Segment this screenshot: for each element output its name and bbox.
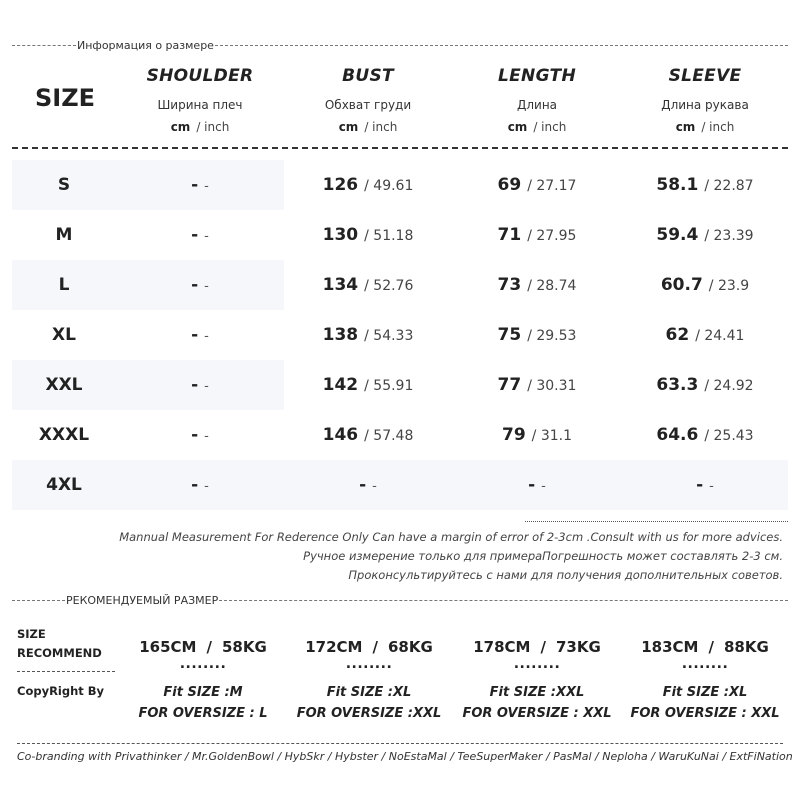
table-cell <box>452 410 622 460</box>
sleeve-column-header <box>620 66 790 134</box>
cell-inch-value: / 25.43 <box>704 428 754 444</box>
table-cell <box>115 310 285 360</box>
table-cell <box>115 260 285 310</box>
cell-cm-value: 59.4 <box>656 225 699 245</box>
cell-cm-value: 71 <box>497 225 522 245</box>
recommend-dots: ........ <box>513 656 561 672</box>
cell-cm-value: 63.3 <box>656 375 699 395</box>
cell-cm-value: 79 <box>501 425 526 445</box>
bust-column-header <box>283 66 453 134</box>
cell-inch-value: - <box>204 279 209 294</box>
cell-inch-value: / 54.33 <box>364 328 414 344</box>
cell-inch-value: - <box>372 479 377 494</box>
length-units <box>452 120 622 134</box>
size-column-header: SIZE <box>35 84 96 112</box>
height-weight: 165CM / 58KG <box>139 638 267 656</box>
table-cell <box>452 460 622 510</box>
header-divider <box>12 147 788 149</box>
table-cell <box>115 210 285 260</box>
cell-inch-value: - <box>204 379 209 394</box>
cell-inch-value: / 23.9 <box>708 278 750 294</box>
fit-size: Fit SIZE :M <box>163 685 243 700</box>
recommend-height: 172CM <box>305 638 363 656</box>
cell-inch-value: / 28.74 <box>527 278 577 294</box>
cell-cm-value: - <box>191 225 199 245</box>
table-cell <box>115 460 285 510</box>
unit-inch: / inch <box>533 120 567 134</box>
cell-cm-value: 146 <box>322 425 359 445</box>
fit-size: Fit SIZE :XL <box>662 685 748 700</box>
table-row <box>0 410 800 460</box>
cell-inch-value: - <box>541 479 546 494</box>
recommend-section-header <box>12 593 788 607</box>
cell-cm-value: - <box>191 325 199 345</box>
row-size-label: XXL <box>45 375 83 395</box>
cell-cm-value: - <box>359 475 367 495</box>
cell-inch-value: / 57.48 <box>364 428 414 444</box>
note-ru-2: Проконсультируйтесь с нами для получения дополнительных советов. <box>348 568 783 582</box>
table-row <box>0 310 800 360</box>
row-size-label: S <box>57 175 71 195</box>
height-weight: 183CM / 88KG <box>641 638 769 656</box>
cell-cm-value: 73 <box>497 275 522 295</box>
cell-inch-value: / 23.39 <box>704 228 754 244</box>
table-cell <box>283 160 453 210</box>
unit-inch: / inch <box>196 120 230 134</box>
note-ru-1: Ручное измерение только для примераПогрешность может составлять 2-3 см. <box>303 549 783 563</box>
cobranding-text: Co-branding with Privathinker / Mr.GoldenBowl / HybSkr / Hybster / NoEstaMal / TeeSuperMaker / PasMal / Neploha / WaruKuNai / ExtFiNation <box>17 750 793 763</box>
table-cell <box>620 260 790 310</box>
unit-cm: cm <box>170 120 191 134</box>
info-section-title: Информация о размере <box>77 38 214 52</box>
length-header-ru: Длина <box>516 98 558 112</box>
cell-cm-value: 126 <box>322 175 359 195</box>
recommend-section-title: РЕКОМЕНДУЕМЫЙ РАЗМЕР <box>66 593 219 607</box>
cell-inch-value: - <box>204 479 209 494</box>
length-column-header <box>452 66 622 134</box>
oversize-size: FOR OVERSIZE : XXL <box>630 706 780 721</box>
length-header-en: LENGTH <box>498 66 576 86</box>
cell-cm-value: - <box>191 275 199 295</box>
shoulder-column-header <box>115 66 285 134</box>
height-weight: 172CM / 68KG <box>305 638 433 656</box>
table-cell <box>115 160 285 210</box>
table-cell <box>620 160 790 210</box>
table-row <box>0 160 800 210</box>
table-cell <box>283 310 453 360</box>
info-section-header <box>12 38 788 52</box>
cell-inch-value: / 49.61 <box>364 178 414 194</box>
recommend-dots: ........ <box>179 656 227 672</box>
cell-cm-value: 142 <box>322 375 359 395</box>
recommend-weight: 88KG <box>723 638 769 656</box>
cell-inch-value: / 24.92 <box>704 378 754 394</box>
row-size-label: M <box>55 225 73 245</box>
row-size-label: XL <box>52 325 76 345</box>
table-cell <box>283 360 453 410</box>
table-cell <box>452 360 622 410</box>
unit-cm: cm <box>675 120 696 134</box>
cell-cm-value: 60.7 <box>660 275 703 295</box>
recommend-weight: 58KG <box>221 638 267 656</box>
table-cell <box>620 310 790 360</box>
row-size-label: XXXL <box>38 425 90 445</box>
table-cell <box>283 410 453 460</box>
table-row <box>0 210 800 260</box>
table-cell <box>620 360 790 410</box>
cell-cm-value: 58.1 <box>656 175 699 195</box>
cell-inch-value: / 29.53 <box>527 328 577 344</box>
recommend-weight: 68KG <box>387 638 433 656</box>
cell-inch-value: / 31.1 <box>531 428 572 444</box>
cell-inch-value: - <box>204 179 209 194</box>
table-cell <box>283 460 453 510</box>
unit-inch: / inch <box>701 120 735 134</box>
table-cell <box>452 260 622 310</box>
sleeve-header-en: SLEEVE <box>668 66 742 86</box>
cell-cm-value: 138 <box>322 325 359 345</box>
table-cell <box>115 360 285 410</box>
cell-cm-value: - <box>191 425 199 445</box>
recommend-height: 165CM <box>139 638 197 656</box>
cell-cm-value: - <box>191 475 199 495</box>
unit-cm: cm <box>507 120 528 134</box>
cell-inch-value: / 27.95 <box>527 228 577 244</box>
unit-inch: / inch <box>364 120 398 134</box>
oversize-size: FOR OVERSIZE : XXL <box>462 706 612 721</box>
size-recommend-label-2: RECOMMEND <box>17 646 102 660</box>
sleeve-units <box>620 120 790 134</box>
oversize-size: FOR OVERSIZE :XXL <box>296 706 442 721</box>
cell-cm-value: - <box>191 175 199 195</box>
table-cell <box>620 210 790 260</box>
sleeve-header-ru: Длина рукава <box>661 98 749 112</box>
cell-cm-value: 130 <box>322 225 359 245</box>
note-en: Mannual Measurement For Rederence Only Can have a margin of error of 2-3cm .Consult with us for more advices. <box>119 530 783 544</box>
cell-inch-value: / 27.17 <box>527 178 577 194</box>
cobrand-divider <box>17 743 783 744</box>
cell-cm-value: - <box>528 475 536 495</box>
table-cell <box>452 160 622 210</box>
table-row <box>0 360 800 410</box>
bust-header-ru: Обхват груди <box>324 98 412 112</box>
cell-cm-value: 64.6 <box>656 425 699 445</box>
table-cell <box>283 210 453 260</box>
oversize-size: FOR OVERSIZE : L <box>138 706 268 721</box>
cell-cm-value: 75 <box>497 325 522 345</box>
recommend-height: 178CM <box>473 638 531 656</box>
table-cell <box>452 210 622 260</box>
row-size-label: 4XL <box>46 475 82 495</box>
cell-inch-value: - <box>204 329 209 344</box>
shoulder-header-en: SHOULDER <box>146 66 254 86</box>
unit-cm: cm <box>338 120 359 134</box>
size-recommend-label-1: SIZE <box>17 627 46 641</box>
table-row <box>0 460 800 510</box>
cell-cm-value: - <box>191 375 199 395</box>
cell-inch-value: / 51.18 <box>364 228 414 244</box>
cell-inch-value: / 30.31 <box>527 378 577 394</box>
table-cell <box>115 410 285 460</box>
cell-cm-value: - <box>696 475 704 495</box>
shoulder-header-ru: Ширина плеч <box>157 98 243 112</box>
shoulder-units <box>115 120 285 134</box>
table-cell <box>620 460 790 510</box>
table-cell <box>452 310 622 360</box>
table-row <box>0 260 800 310</box>
cell-inch-value: / 24.41 <box>695 328 745 344</box>
cell-cm-value: 77 <box>497 375 522 395</box>
cell-cm-value: 62 <box>665 325 690 345</box>
bust-header-en: BUST <box>342 66 394 86</box>
cell-inch-value: - <box>204 229 209 244</box>
recommend-height: 183CM <box>641 638 699 656</box>
cell-inch-value: / 22.87 <box>704 178 754 194</box>
notes-divider <box>525 521 788 522</box>
cell-inch-value: - <box>204 429 209 444</box>
height-weight: 178CM / 73KG <box>473 638 601 656</box>
recommend-weight: 73KG <box>555 638 601 656</box>
cell-cm-value: 69 <box>497 175 522 195</box>
table-cell <box>283 260 453 310</box>
fit-size: Fit SIZE :XL <box>326 685 412 700</box>
copyright-label: CopyRight By <box>17 684 105 698</box>
row-size-label: L <box>58 275 70 295</box>
cell-inch-value: - <box>709 479 714 494</box>
recommend-label-divider <box>17 671 115 672</box>
recommend-dots: ........ <box>681 656 729 672</box>
cell-cm-value: 134 <box>322 275 359 295</box>
cell-inch-value: / 55.91 <box>364 378 414 394</box>
cell-inch-value: / 52.76 <box>364 278 414 294</box>
fit-size: Fit SIZE :XXL <box>489 685 585 700</box>
recommend-dots: ........ <box>345 656 393 672</box>
table-cell <box>620 410 790 460</box>
bust-units <box>283 120 453 134</box>
